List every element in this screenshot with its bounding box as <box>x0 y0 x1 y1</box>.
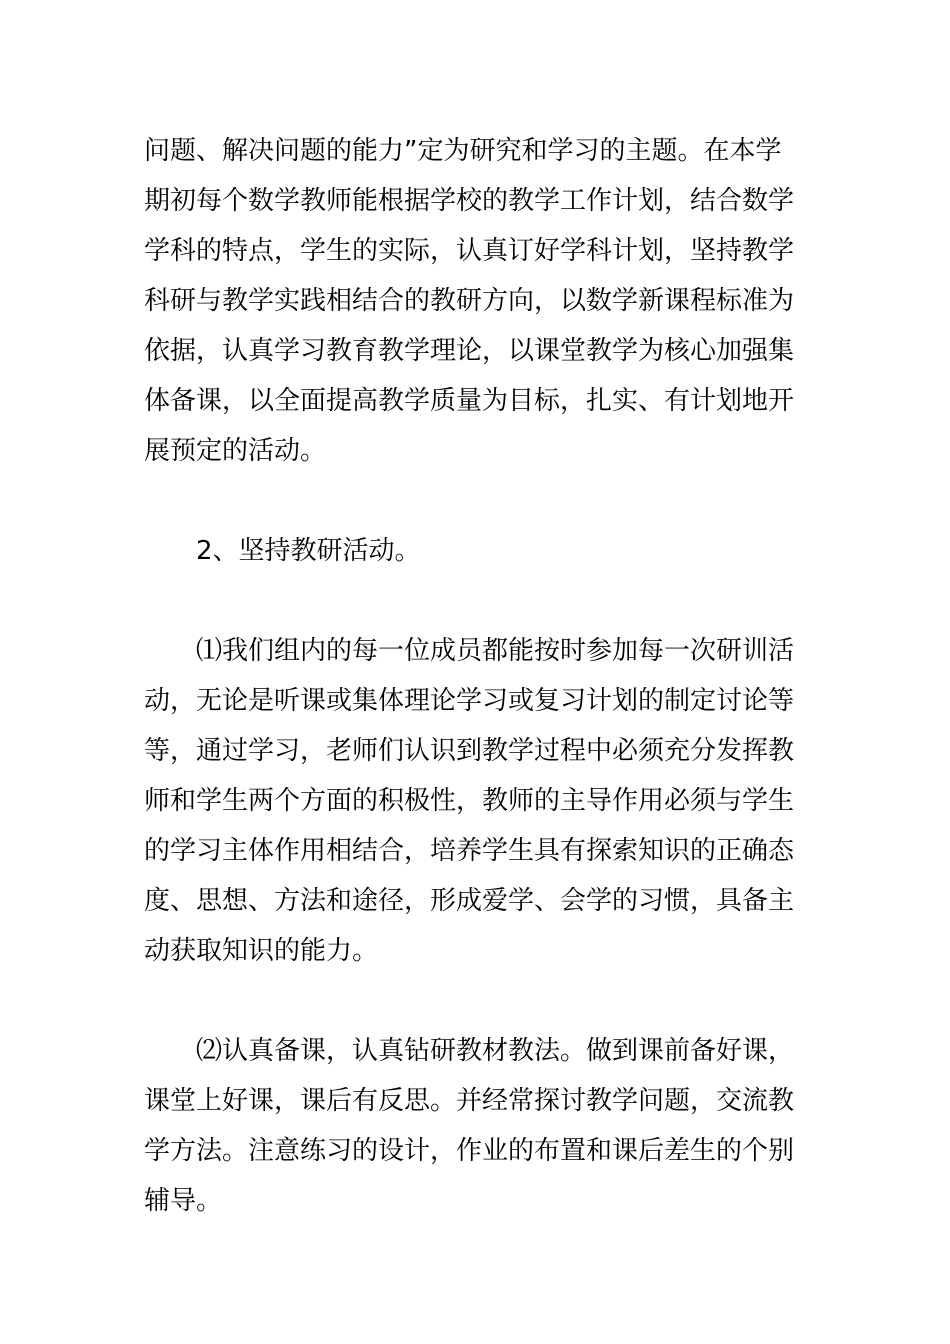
text-line: 体备课，以全面提高教学质量为目标，扎实、有计划地开 <box>144 386 795 416</box>
text-line: 师和学生两个方面的积极性，教师的主导作用必须与学生 <box>144 786 795 816</box>
text-line: 期初每个数学教师能根据学校的教学工作计划，结合数学 <box>144 186 795 216</box>
paragraph-spacer <box>144 976 808 1026</box>
text-line: 动获取知识的能力。 <box>144 936 379 966</box>
text-line: 辅导。 <box>144 1186 223 1216</box>
paragraph-item-1 <box>144 626 808 976</box>
document-page <box>144 126 808 1226</box>
section-heading-2 <box>144 526 808 576</box>
paragraph-research-theme <box>144 126 808 476</box>
text-line: 问题、解决问题的能力”定为研究和学习的主题。在本学 <box>144 136 782 166</box>
text-line: 度、思想、方法和途径，形成爱学、会学的习惯，具备主 <box>144 886 795 916</box>
text-line: 动，无论是听课或集体理论学习或复习计划的制定讨论等 <box>144 686 795 716</box>
text-line: 等，通过学习，老师们认识到教学过程中必须充分发挥教 <box>144 736 795 766</box>
text-line: 课堂上好课，课后有反思。并经常探讨教学问题，交流教 <box>144 1086 795 1116</box>
heading-line: 2、坚持教研活动。 <box>196 536 421 566</box>
text-line: ⑵认真备课，认真钻研教材教法。做到课前备好课， <box>196 1036 795 1066</box>
text-line: 学科的特点，学生的实际，认真订好学科计划，坚持教学 <box>144 236 795 266</box>
text-line: 展预定的活动。 <box>144 436 327 466</box>
text-line: 依据，认真学习教育教学理论，以课堂教学为核心加强集 <box>144 336 795 366</box>
paragraph-spacer <box>144 476 808 526</box>
text-line: ⑴我们组内的每一位成员都能按时参加每一次研训活 <box>196 636 795 666</box>
text-line: 学方法。注意练习的设计，作业的布置和课后差生的个别 <box>144 1136 795 1166</box>
text-line: 的学习主体作用相结合，培养学生具有探索知识的正确态 <box>144 836 795 866</box>
paragraph-spacer <box>144 576 808 626</box>
paragraph-item-2 <box>144 1026 808 1226</box>
text-line: 科研与教学实践相结合的教研方向，以数学新课程标准为 <box>144 286 795 316</box>
